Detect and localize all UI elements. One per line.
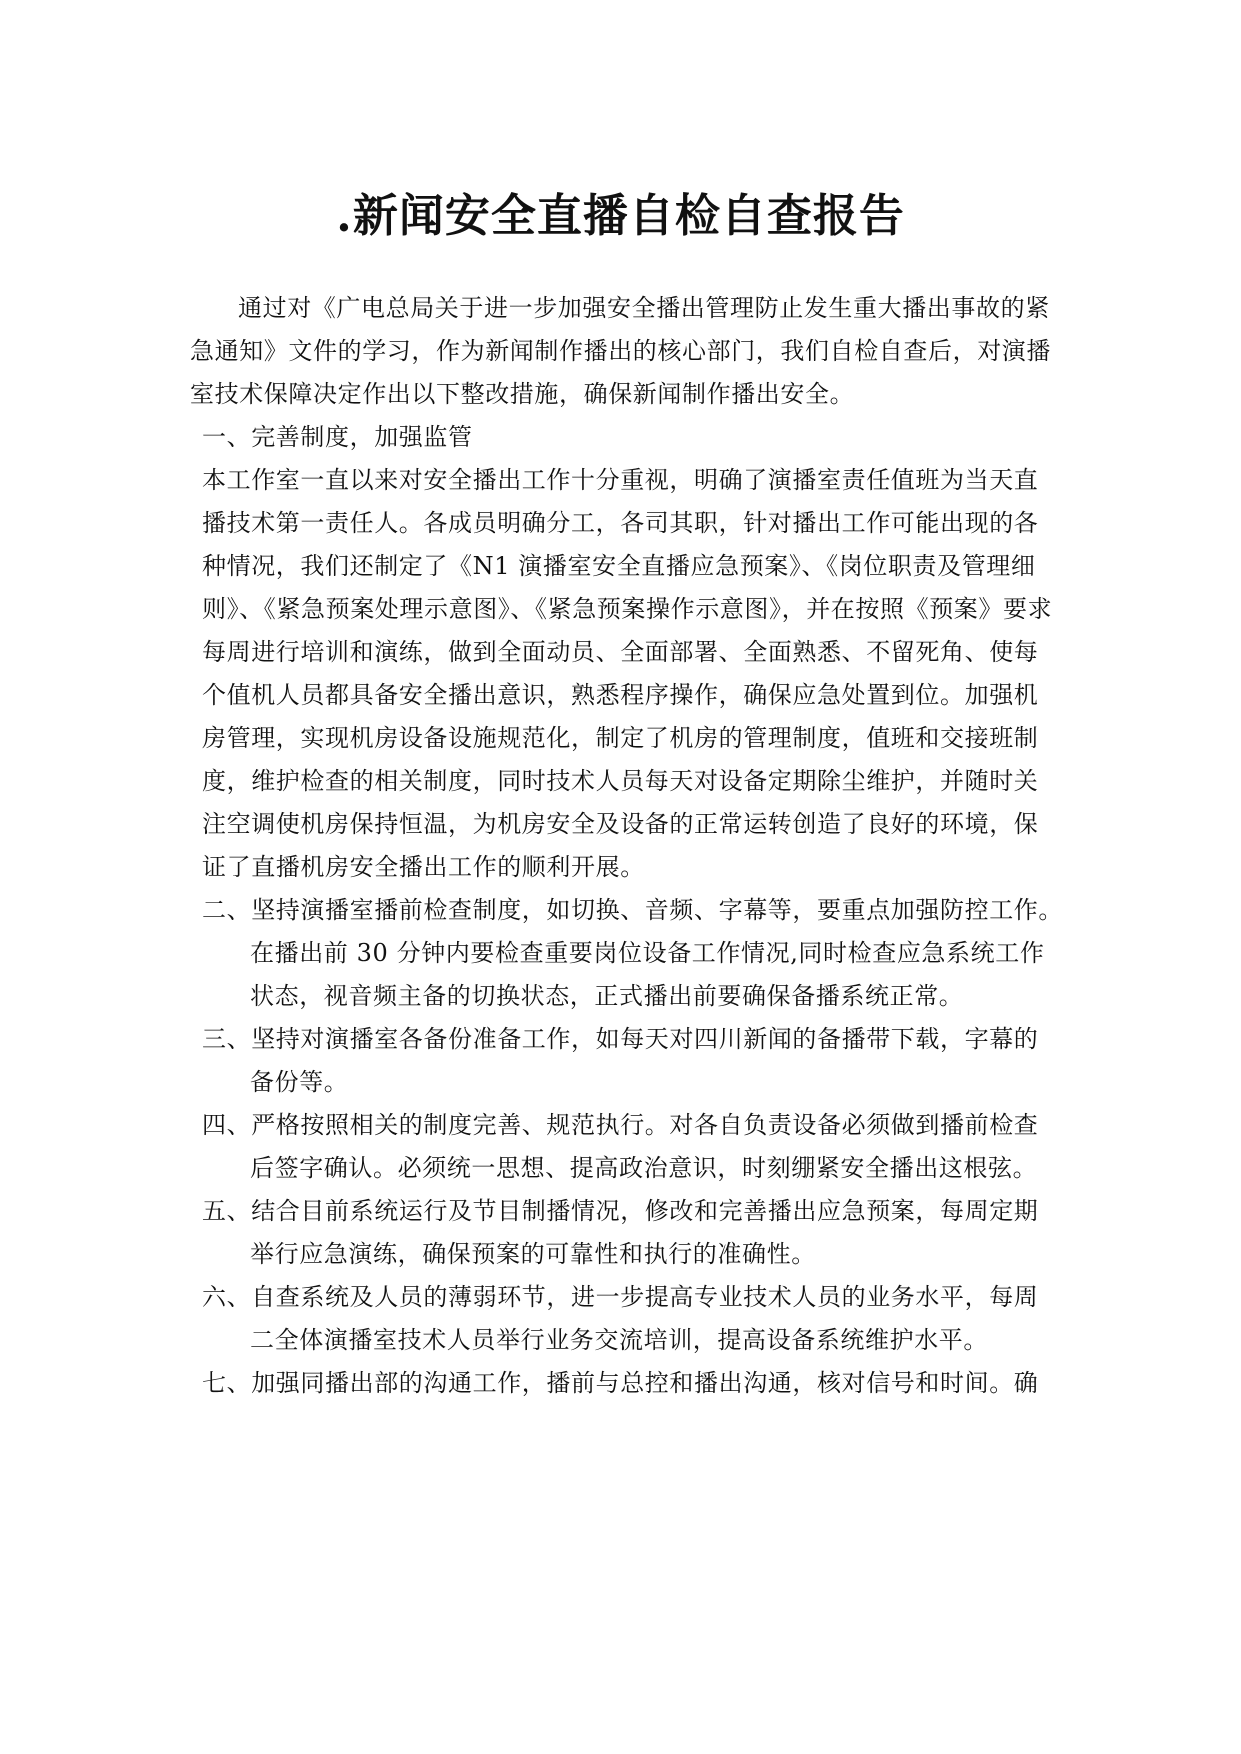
list-item-continuation: 状态，视音频主备的切换状态，正式播出前要确保备播系统正常。 — [250, 982, 964, 1010]
list-item-line: 七、加强同播出部的沟通工作，播前与总控和播出沟通，核对信号和时间。确 — [202, 1369, 1039, 1397]
paragraph-line: 每周进行培训和演练，做到全面动员、全面部署、全面熟悉、不留死角、使每 — [202, 638, 1039, 666]
list-item-continuation: 在播出前 30 分钟内要检查重要岗位设备工作情况,同时检查应急系统工作 — [250, 939, 1045, 967]
paragraph-line: 个值机人员都具备安全播出意识，熟悉程序操作，确保应急处置到位。加强机 — [202, 681, 1039, 709]
paragraph-line: 急通知》文件的学习，作为新闻制作播出的核心部门，我们自检自查后，对演播 — [190, 337, 1051, 365]
list-item-continuation: 备份等。 — [250, 1068, 349, 1096]
list-item-continuation: 举行应急演练，确保预案的可靠性和执行的准确性。 — [250, 1240, 816, 1268]
section-heading: 一、完善制度，加强监管 — [202, 423, 473, 451]
list-item-line: 二、坚持演播室播前检查制度，如切换、音频、字幕等，要重点加强防控工作。 — [202, 896, 1063, 924]
paragraph-line: 房管理，实现机房设备设施规范化，制定了机房的管理制度，值班和交接班制 — [202, 724, 1039, 752]
paragraph-line: 则》、《紧急预案处理示意图》、《紧急预案操作示意图》，并在按照《预案》要求 — [202, 595, 1053, 623]
list-item-line: 五、结合目前系统运行及节目制播情况，修改和完善播出应急预案，每周定期 — [202, 1197, 1039, 1225]
list-item-continuation: 后签字确认。必须统一思想、提高政治意识，时刻绷紧安全播出这根弦。 — [250, 1154, 1038, 1182]
paragraph-line: 通过对《广电总局关于进一步加强安全播出管理防止发生重大播出事故的紧 — [238, 294, 1050, 322]
list-item-line: 六、自查系统及人员的薄弱环节，进一步提高专业技术人员的业务水平，每周 — [202, 1283, 1039, 1311]
paragraph-line: 证了直播机房安全播出工作的顺利开展。 — [202, 853, 645, 881]
list-item-continuation: 二全体演播室技术人员举行业务交流培训，提高设备系统维护水平。 — [250, 1326, 988, 1354]
paragraph-line: 播技术第一责任人。各成员明确分工，各司其职，针对播出工作可能出现的各 — [202, 509, 1039, 537]
paragraph-line: 本工作室一直以来对安全播出工作十分重视，明确了演播室责任值班为当天直 — [202, 466, 1039, 494]
list-item-line: 三、坚持对演播室各备份准备工作，如每天对四川新闻的备播带下载，字幕的 — [202, 1025, 1039, 1053]
paragraph-line: 种情况，我们还制定了《N1 演播室安全直播应急预案》、《岗位职责及管理细 — [202, 552, 1036, 580]
document-title: .新闻安全直播自检自查报告 — [336, 189, 905, 242]
paragraph-line: 室技术保障决定作出以下整改措施，确保新闻制作播出安全。 — [190, 380, 855, 408]
paragraph-line: 注空调使机房保持恒温，为机房安全及设备的正常运转创造了良好的环境，保 — [202, 810, 1039, 838]
list-item-line: 四、严格按照相关的制度完善、规范执行。对各自负责设备必须做到播前检查 — [202, 1111, 1039, 1139]
paragraph-line: 度，维护检查的相关制度，同时技术人员每天对设备定期除尘维护，并随时关 — [202, 767, 1039, 795]
